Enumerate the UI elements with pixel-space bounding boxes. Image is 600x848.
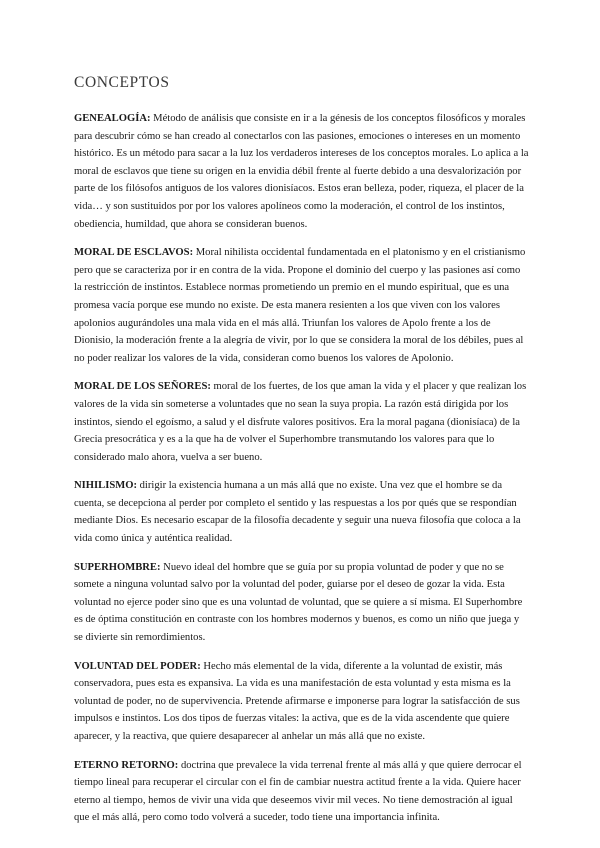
entry-moral-de-esclavos	[74, 244, 530, 367]
entry-text: dirigir la existencia humana a un más allá que no existe. Una vez que el hombre se da cuenta, se decepciona al perder por completo el sentido y las respuestas a los por qués que se respondían mediante Dios. Es necesario escapar de la filosofía decadente y seguir una nueva filosofía que coloca a la vida como única y auténtica realidad.	[74, 480, 521, 545]
entry-superhombre	[74, 559, 530, 647]
entry-text: Hecho más elemental de la vida, diferente a la voluntad de existir, más conservadora, pues esta es expansiva. La vida es una manifestación de esta voluntad y esta misma es la voluntad de poder, no de supervivencia. Pretende afirmarse e imponerse para lograr la satisfacción de sus impulsos e instintos. Los dos tipos de fuerzas vitales: la activa, que es de la vida ascendente que quiere aparecer, y la reactiva, que quiere desaparecer al anhelar un más allá que no existe.	[74, 660, 520, 742]
entry-eterno-retorno	[74, 757, 530, 827]
entry-voluntad-del-poder	[74, 658, 530, 746]
entry-term: SUPERHOMBRE:	[74, 561, 161, 573]
entry-moral-de-los-senores	[74, 378, 530, 466]
page-title: CONCEPTOS	[74, 74, 170, 91]
entry-text: Método de análisis que consiste en ir a la génesis de los conceptos filosóficos y morales para descubrir cómo se han creado al conectarlos con las pasiones, emociones o intereses en un momento histórico. Es un método para sacar a la luz los verdaderos intereses de los conceptos morales. Lo aplica a la moral de esclavos que tiene su origen en la envidia débil frente al fuerte debido a una desvalorización por parte de los filósofos antiguos de los valores dionisíacos. Estos eran belleza, poder, riqueza, el placer de la vida… y son sustituidos por por los valores apolíneos como la moderación, el control de los instintos, obediencia, humildad, que ahora se consideran buenos.	[74, 113, 529, 230]
entry-term: VOLUNTAD DEL PODER:	[74, 660, 201, 672]
entry-term: NIHILISMO:	[74, 480, 137, 492]
entry-text: doctrina que prevalece la vida terrenal frente al más allá y que quiere derrocar el tiempo lineal para recuperar el circular con el fin de cambiar nuestra actitud frente a la vida. Quiere hacer eterno al tiempo, hemos de vivir una vida que deseemos vivir mil veces. No tiene demostración al igual que el más allá, pero como todo volverá a suceder, todo tiene una importancia infinita.	[74, 759, 522, 824]
entry-text: Nuevo ideal del hombre que se guía por su propia voluntad de poder y que no se somete a ninguna voluntad salvo por la voluntad del poder, guiarse por el deseo de gozar la vida. Esta voluntad no ejerce poder sino que es una voluntad de voluntad, que se quiere a sí misma. El Superhombre es de óptima constitución en contraste con los hombres modernos y buenos, es como un niño que juega y se divierte sin remordimientos.	[74, 561, 523, 644]
entry-nihilismo	[74, 477, 530, 547]
entry-term: MORAL DE LOS SEÑORES:	[74, 381, 211, 393]
entry-text: moral de los fuertes, de los que aman la vida y el placer y que realizan los valores de la vida sin someterse a voluntades que no sean la suya propia. La razón está dirigida por los instintos, siendo el egoísmo, a salud y el disfrute valores positivos. Era la moral pagana (dionisíaca) de la Grecia presocrática y es a la que ha de volver el Superhombre transmutando los valores para que lo considerado malo ahora, vuelva a ser bueno.	[74, 381, 527, 463]
entry-genealogia	[74, 110, 530, 233]
entry-term: ETERNO RETORNO:	[74, 759, 179, 771]
entry-term: MORAL DE ESCLAVOS:	[74, 247, 194, 259]
entry-text: Moral nihilista occidental fundamentada en el platonismo y en el cristianismo pero que se caracteriza por ir en contra de la vida. Propone el dominio del cuerpo y las pasiones así como la restricción de instintos. Establece normas prometiendo un premio en el mundo espiritual, que es una promesa vacía porque ese mundo no existe. De esta manera resienten a los que viven con los valores apolonios augurándoles una mala vida en el más allá. Triunfan los valores de Apolo frente a los de Dionisio, la moderación frente a la alegría de vivir, por lo que se considera la moral de los débiles, pues al no poder realizar los valores de la vida, consideran como buenos los valores de Apolonio.	[74, 247, 526, 364]
entry-term: GENEALOGÍA:	[74, 113, 151, 124]
